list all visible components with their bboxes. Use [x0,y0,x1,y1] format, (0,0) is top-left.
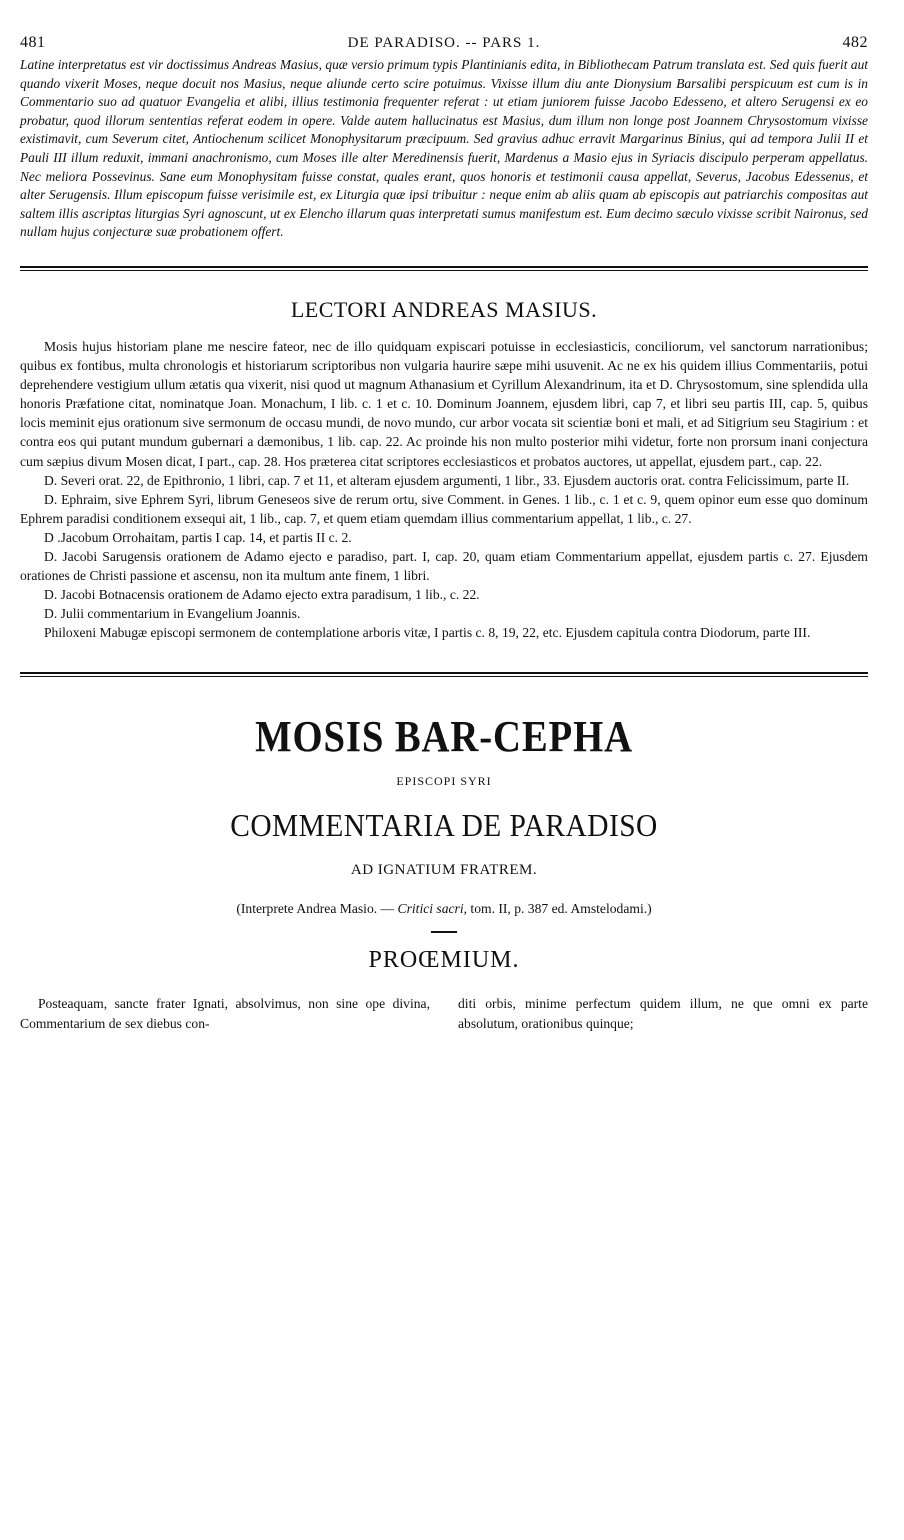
lectori-paragraph: D. Jacobi Sarugensis orationem de Adamo ejecto e paradiso, part. I, cap. 20, quam etiam Commentarium appellat, ejusdem partis c. 27. Ejusdem orationes de Christi passione et ascensu, non ita multum ante finem, 1 libri. [20,548,868,584]
proemium-heading: PROŒMIUM. [368,947,520,974]
section-rule [20,672,868,674]
divider-rule [20,266,868,268]
left-page-number: 481 [20,34,46,51]
lectori-paragraph: D. Julii commentarium in Evangelium Joannis. [44,606,301,622]
lectori-paragraph: Mosis hujus historiam plane me nescire fateor, nec de illo quidquam expiscari potuisse in ecclesiasticis, conciliorum, vel sanctorum narrationibus; quibus ex fontibus, multa chronologis et historiarum scriptoribus non vulgaria haurire sæpe mihi usuvenit. Ac ne ex his quidem illius Commentariis, potui deprehendere vestigium ullum ætatis qua vixerit, nisi quod ut magnum Athanasium et Cyrillum Alexandrinum, ita et D. Chrysostomum, sine splendida ulla honoris Præfatione citat, nominatque Joan. Monachum, I lib. c. 1 et c. 10. Dominum Joannem, ejusdem libri, cap 7, et libri seu partis III, cap. 5, quibus locis meminit ejus orationum sive sermonum de occasu mundi, de novo mundo, cur arbor vocata sit scientiæ boni et mali, et ad Sitigrium seu Stagirium : et contra eos qui putant mundum gubernari a dæmonibus, 1 lib. cap. 22. Ac proinde his non multo posterior mihi videtur, forte non prorsum inani conjectura cum sæpius divum Mosen dicat, I part., cap. 28. Hos præterea citat scriptores ecclesiasticos et probatos auctores, ut appellat, ejusdem part., cap. 22. [20,338,868,469]
editor-note: Latine interpretatus est vir doctissimus Andreas Masius, quæ versio primum typis Plantinianis edita, in Bibliothecam Patrum translata est. Sed quis fuerit aut quando vixerit Moses, neque docuit nos Masius, neque aliunde certo scire potuimus. Vixisse illum diu ante Dionysium Barsalibi perspicuum est cum is in Commentario suo ad quatuor Evangelia et alibi, illius testimonia frequenter referat : ut etiam juniorem fuisse Jacobo Edesseno, et altero Serugensi ex eo probatur, quod illorum sententias referat eodem in opere. Valde autem hallucinatus est Masius, dum illum non longe post Joannem Chrysostomum vixisse existimavit, cum Severum citet, Antiochenum scilicet Monophysitarum præcipuum. Sed gravius adhuc erravit Margarinus Binius, qui ad tempora Julii II et Pauli III illum reduxit, immani anachronismo, cum Moses ille alter Meredinensis fuerit, Mardenus a Masio ejus in Syriacis discipulo perperam appellatus. Nec meliora Possevinus. Sane eum Monophysitam fuisse constat, quales erant, quos honoris et testimonii causa appellat, Severus, Jacobus Edessenus, et alter Serugensis. Illum episcopum fuisse verisimile est, ex Liturgia quæ ipsi tribuitur : neque enim ab aliis quam ab episcopis aut patriarchis compositas aut saltem illis ascriptas liturgias Syri agnoscunt, ut ex Elencho illarum quas interpretati sumus manifestum est. Eum decimo sæculo vixisse scribit Naironus, sed nullam hujus conjecturæ suæ probationem offert. [20,57,868,240]
lectori-paragraph: D. Jacobi Botnacensis orationem de Adamo ejecto extra paradisum, 1 lib., c. 22. [44,587,480,603]
right-page-number: 482 [842,34,868,51]
lectori-heading: LECTORI ANDREAS MASIUS. [290,296,598,322]
proemium-columns [20,994,868,1033]
section-rule-thin [20,676,868,677]
proemium-left-column: Posteaquam, sancte frater Ignati, absolvimus, non sine ope divina, Commentarium de sex diebus con- [20,996,430,1031]
running-title: DE PARADISO. -- PARS 1. [347,35,541,51]
author-subtitle: EPISCOPI SYRI [396,774,492,789]
lectori-paragraph: D .Jacobum Orrohaitam, partis I cap. 14, et partis II c. 2. [44,529,352,545]
interpreter-post: , tom. II, p. 387 ed. Amstelodami.) [463,901,652,917]
running-header [20,34,868,52]
lectori-body [20,337,868,643]
interpreter-line [20,901,868,917]
proemium-right-column: diti orbis, minime perfectum quidem illum, ne que omni ex parte absolutum, orationibus quinque; [458,996,868,1031]
page [20,34,868,1033]
commentaria-title: COMMENTARIA DE PARADISO [230,807,658,844]
lectori-paragraph: Philoxeni Mabugæ episcopi sermonem de contemplatione arboris vitæ, I partis c. 8, 19, 22, etc. Ejusdem capitula contra Diodorum, parte III. [44,625,811,641]
interpreter-pre: (Interprete Andrea Masio. — [236,901,398,917]
short-dash [431,931,457,933]
lectori-paragraph: D. Severi orat. 22, de Epithronio, 1 libri, cap. 7 et 11, et alteram ejusdem argumenti, 1 libr., 33. Ejusdem auctoris orat. contra Felicissimum, parte II. [44,472,850,488]
interpreter-source: Critici sacri [397,901,464,917]
lectori-paragraph: D. Ephraim, sive Ephrem Syri, librum Geneseos sive de rerum ortu, sive Comment. in Genes. 1 lib., c. 1 et c. 9, quem opinor eum esse quo dominum Ephrem paradisi conditionem exsequi ait, 1 lib., cap. 7, et quem etiam quemdam illius commentarium appellat, 1 lib., c. 27. [20,491,868,526]
divider-rule-thin [20,270,868,271]
dedication-line: AD IGNATIUM FRATREM. [350,862,538,879]
work-title: MOSIS BAR-CEPHA [255,712,633,762]
